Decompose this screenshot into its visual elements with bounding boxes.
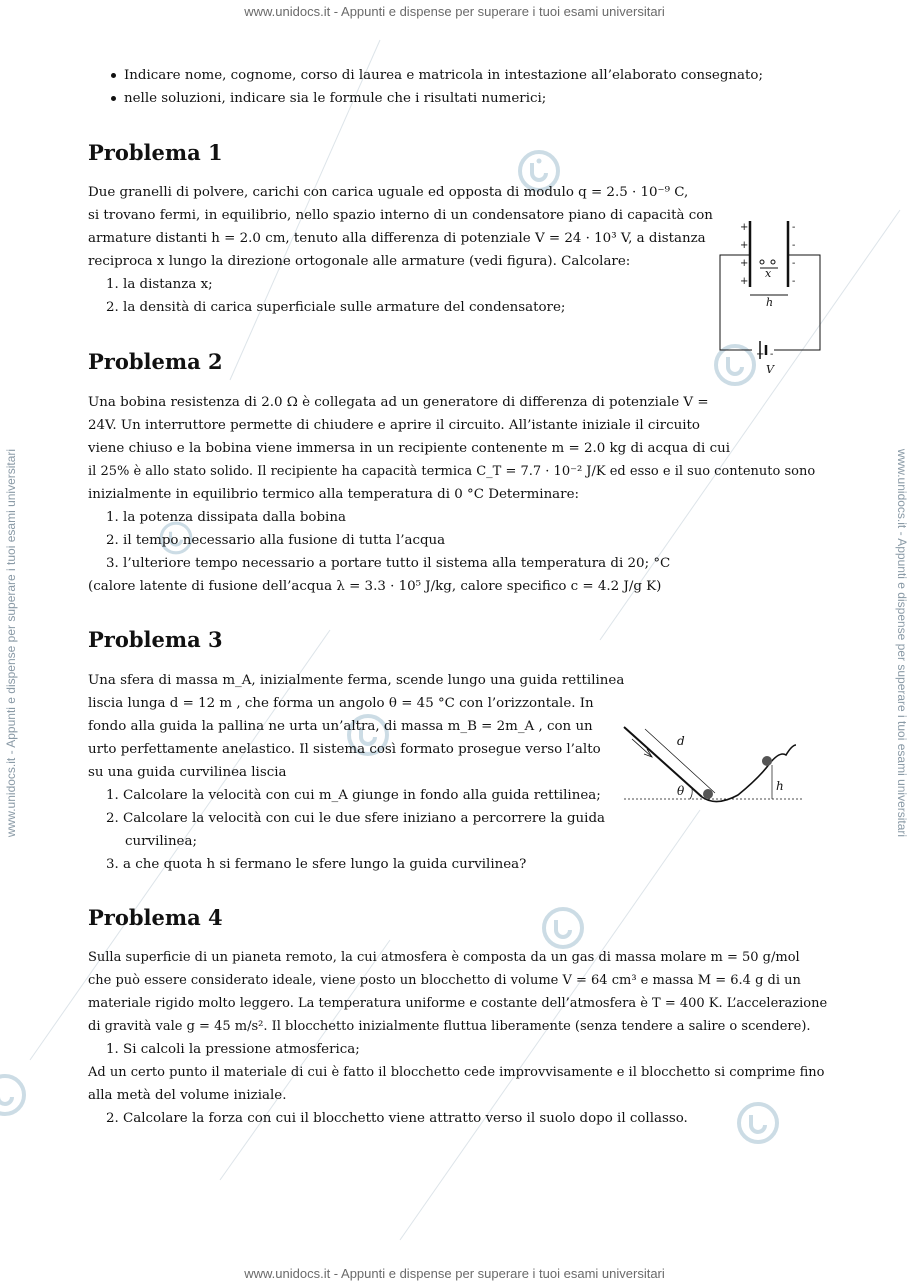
problem-1-text: armature distanti h = 2.0 cm, tenuto alla differenza di potenziale V = 24 · 10³ V, a distanza — [88, 231, 706, 246]
problem-2-text: 24V. Un interruttore permette di chiudere e aprire il circuito. All’istante iniziale il circuito — [88, 418, 700, 433]
problem-2-text: inizialmente in equilibrio termico alla temperatura di 0 °C Determinare: — [88, 487, 580, 502]
problem-2-title: Problema 2 — [88, 349, 223, 374]
problem-4-item: 1. Si calcoli la pressione atmosferica; — [106, 1042, 360, 1057]
problem-3-item: curvilinea; — [125, 834, 197, 849]
battery-plus-sign: + — [756, 349, 765, 360]
bullet-dot — [111, 96, 116, 101]
plate-plus-sign: + — [740, 240, 749, 251]
problem-3-text: urto perfettamente anelastico. Il sistema così formato prosegue verso l’alto — [88, 742, 601, 757]
problem-4-text: alla metà del volume iniziale. — [88, 1088, 287, 1103]
instruction-item: Indicare nome, cognome, corso di laurea e matricola in intestazione all’elaborato consegnato; — [124, 68, 763, 83]
problem-2-text: Una bobina resistenza di 2.0 Ω è collegata ad un generatore di differenza di potenziale V = — [88, 395, 709, 410]
problem-4-text: Sulla superficie di un pianeta remoto, la cui atmosfera è composta da un gas di massa molare m = 50 g/mol — [88, 950, 800, 965]
problem-3-text: Una sfera di massa m_A, inizialmente ferma, scende lungo una guida rettilinea — [88, 673, 625, 688]
problem-3-text: su una guida curvilinea liscia — [88, 765, 287, 780]
problem-2-text: il 25% è allo stato solido. Il recipiente ha capacità termica C_T = 7.7 · 10⁻² J/K ed esso e il suo contenuto sono — [88, 464, 816, 479]
plate-minus-sign: - — [792, 240, 796, 251]
problem-1-title: Problema 1 — [88, 140, 223, 165]
plate-plus-sign: + — [740, 276, 749, 287]
problem-4-item: 2. Calcolare la forza con cui il blocchetto viene attratto verso il suolo dopo il collasso. — [106, 1111, 688, 1126]
footer-watermark: www.unidocs.it - Appunti e dispense per superare i tuoi esami universitari — [244, 1266, 665, 1281]
fig-label-theta: θ — [677, 784, 685, 798]
instruction-item: nelle soluzioni, indicare sia le formule che i risultati numerici; — [124, 91, 547, 106]
fig-label-h: h — [766, 296, 774, 309]
problem-3-item: 3. a che quota h si fermano le sfere lungo la guida curvilinea? — [106, 857, 527, 872]
problem-4-title: Problema 4 — [88, 905, 223, 930]
incline-figure — [620, 715, 810, 810]
problem-4-text: Ad un certo punto il materiale di cui è fatto il blocchetto cede improvvisamente e il blocchetto si comprime fino — [88, 1065, 825, 1080]
problem-2-item: 2. il tempo necessario alla fusione di tutta l’acqua — [106, 533, 446, 548]
problem-1-item: 1. la distanza x; — [106, 277, 213, 292]
problem-1-text: si trovano fermi, in equilibrio, nello spazio interno di un condensatore piano di capacità con — [88, 208, 713, 223]
header-watermark: www.unidocs.it - Appunti e dispense per superare i tuoi esami universitari — [244, 4, 665, 19]
problem-2-note: (calore latente di fusione dell’acqua λ = 3.3 · 10⁵ J/kg, calore specifico c = 4.2 J/g K) — [88, 579, 662, 594]
fig-label-v: V — [766, 363, 774, 376]
problem-2-text: viene chiuso e la bobina viene immersa in un recipiente contenente m = 2.0 kg di acqua di cui — [88, 441, 730, 456]
problem-3-item: 1. Calcolare la velocità con cui m_A giunge in fondo alla guida rettilinea; — [106, 788, 601, 803]
problem-4-text: che può essere considerato ideale, viene posto un blocchetto di volume V = 64 cm³ e massa M = 6.4 g di un — [88, 973, 801, 988]
problem-2-item: 1. la potenza dissipata dalla bobina — [106, 510, 346, 525]
side-watermark-right: www.unidocs.it - Appunti e dispense per superare i tuoi esami universitari — [895, 448, 909, 838]
plate-minus-sign: - — [792, 276, 796, 287]
problem-3-text: liscia lunga d = 12 m , che forma un angolo θ = 45 °C con l’orizzontale. In — [88, 696, 594, 711]
battery-minus-sign: - — [770, 349, 774, 360]
problem-1-item: 2. la densità di carica superficiale sulle armature del condensatore; — [106, 300, 566, 315]
side-watermark-left: www.unidocs.it - Appunti e dispense per superare i tuoi esami universitari — [4, 448, 18, 838]
bullet-dot — [111, 73, 116, 78]
problem-1-text: reciproca x lungo la direzione ortogonale alle armature (vedi figura). Calcolare: — [88, 254, 631, 269]
problem-4-text: materiale rigido molto leggero. La temperatura uniforme e costante dell’atmosfera è T = 400 K. L’accelerazione — [88, 996, 828, 1011]
plate-plus-sign: + — [740, 258, 749, 269]
capacitor-figure — [712, 215, 830, 380]
problem-2-item: 3. l’ulteriore tempo necessario a portare tutto il sistema alla temperatura di 20; °C — [106, 556, 671, 571]
fig-label-d: d — [677, 734, 685, 748]
fig-label-x: x — [765, 267, 772, 280]
plate-plus-sign: + — [740, 222, 749, 233]
plate-minus-sign: - — [792, 222, 796, 233]
plate-minus-sign: - — [792, 258, 796, 269]
fig-label-h: h — [776, 779, 784, 793]
problem-4-text: di gravità vale g = 45 m/s². Il blocchetto inizialmente fluttua liberamente (senza tendere a salire o scendere). — [88, 1019, 811, 1034]
problem-1-text: Due granelli di polvere, carichi con carica uguale ed opposta di modulo q = 2.5 · 10⁻⁹ C, — [88, 185, 689, 200]
problem-3-title: Problema 3 — [88, 627, 223, 652]
problem-3-item: 2. Calcolare la velocità con cui le due sfere iniziano a percorrere la guida — [106, 811, 606, 826]
problem-3-text: fondo alla guida la pallina ne urta un’altra, di massa m_B = 2m_A , con un — [88, 719, 593, 734]
